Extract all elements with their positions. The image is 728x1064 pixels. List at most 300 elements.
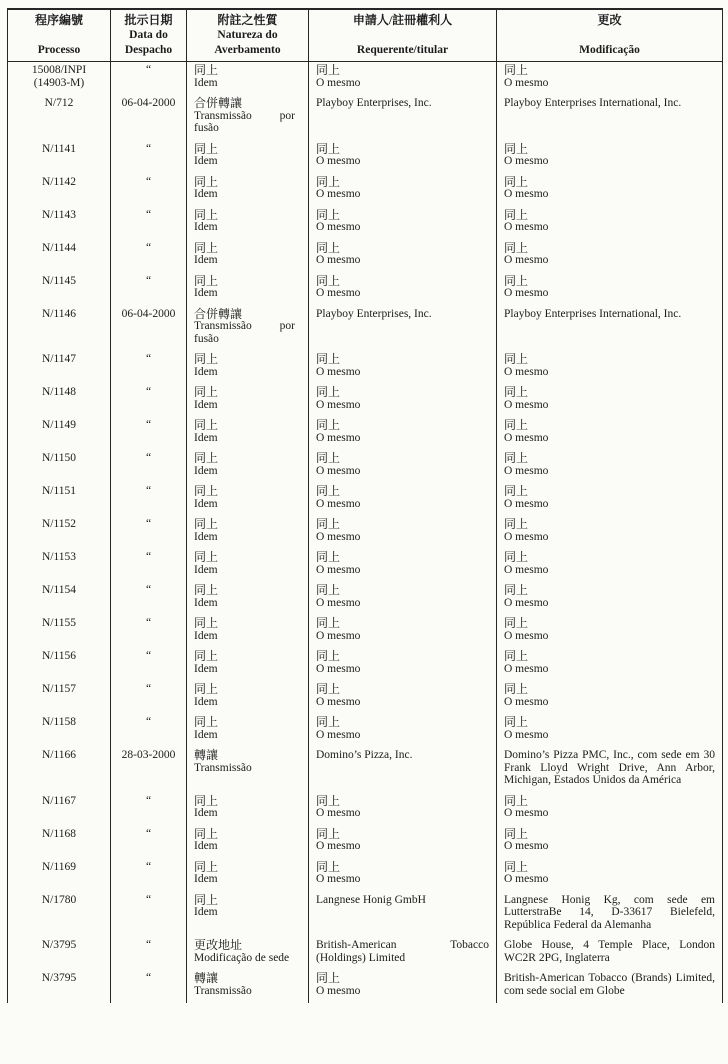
cell-requerente bbox=[309, 549, 497, 582]
cell-text: O mesmo bbox=[316, 873, 361, 885]
cell-text: “ bbox=[145, 794, 152, 807]
table-row bbox=[8, 714, 723, 747]
header-line: Requerente/titular bbox=[356, 44, 449, 56]
cell-text: 同上 bbox=[194, 174, 219, 189]
cell-text: O mesmo bbox=[504, 840, 549, 852]
cell-processo bbox=[8, 483, 111, 516]
cell-text: 同上 bbox=[316, 826, 341, 841]
cell-text: O mesmo bbox=[504, 530, 549, 543]
cell-despacho bbox=[111, 174, 187, 207]
cell-despacho bbox=[111, 549, 187, 582]
cell-text: N/1155 bbox=[41, 617, 77, 629]
cell-text: Idem bbox=[194, 155, 218, 167]
cell-text: 同上 bbox=[504, 352, 529, 366]
cell-processo bbox=[8, 826, 111, 859]
cell-modificacao bbox=[497, 516, 723, 549]
cell-modificacao bbox=[497, 240, 723, 273]
cell-requerente bbox=[309, 681, 497, 714]
header-line: 申請人/註冊權利人 bbox=[352, 13, 453, 27]
cell-text: O mesmo bbox=[504, 287, 549, 299]
cell-natureza bbox=[187, 207, 309, 240]
cell-text: “ bbox=[145, 241, 152, 254]
cell-natureza bbox=[187, 351, 309, 384]
cell-text: 06-04-2000 bbox=[121, 307, 176, 320]
cell-despacho bbox=[111, 384, 187, 417]
cell-text: 同上 bbox=[194, 550, 219, 564]
header-natureza bbox=[187, 9, 309, 62]
cell-natureza bbox=[187, 141, 309, 174]
cell-natureza bbox=[187, 648, 309, 681]
cell-text: O mesmo bbox=[316, 497, 361, 510]
cell-text: 同上 bbox=[316, 174, 341, 189]
cell-text: “ bbox=[145, 64, 152, 76]
cell-text: O mesmo bbox=[316, 596, 361, 609]
table-row bbox=[8, 970, 723, 1003]
cell-requerente bbox=[309, 793, 497, 826]
cell-text: Langnese Honig Kg, com sede em LutterstraBe 14, D-33617 Bielefeld, República Federal da Alemanha bbox=[504, 893, 715, 931]
cell-text: Idem bbox=[194, 431, 218, 444]
table-row bbox=[8, 273, 723, 306]
cell-text: 同上 bbox=[194, 715, 219, 729]
cell-modificacao bbox=[497, 384, 723, 417]
cell-text: O mesmo bbox=[504, 188, 549, 200]
cell-text: O mesmo bbox=[316, 431, 361, 444]
cell-text: 同上 bbox=[316, 793, 341, 808]
table-row bbox=[8, 384, 723, 417]
cell-requerente bbox=[309, 747, 497, 793]
cell-text: 同上 bbox=[316, 583, 341, 597]
header-line: Averbamento bbox=[214, 44, 281, 56]
cell-text: N/1151 bbox=[41, 485, 77, 497]
header-line: Processo bbox=[37, 44, 81, 56]
cell-text: Idem bbox=[194, 563, 218, 576]
table-row bbox=[8, 62, 723, 96]
cell-text: Transmissão bbox=[194, 984, 252, 997]
cell-text: N/1166 bbox=[41, 749, 77, 761]
cell-despacho bbox=[111, 95, 187, 141]
cell-modificacao bbox=[497, 174, 723, 207]
cell-text: “ bbox=[145, 584, 152, 596]
cell-text: 同上 bbox=[194, 141, 219, 156]
cell-text: N/1169 bbox=[41, 860, 77, 873]
cell-text: Transmissão bbox=[194, 761, 252, 774]
cell-text: 合併轉讓 bbox=[194, 306, 243, 321]
cell-text: Playboy Enterprises International, Inc. bbox=[504, 97, 682, 109]
cell-text: “ bbox=[145, 617, 152, 629]
table-row bbox=[8, 681, 723, 714]
cell-text: N/1141 bbox=[41, 142, 77, 155]
table-row bbox=[8, 351, 723, 384]
table-row bbox=[8, 582, 723, 615]
cell-text: 28-03-2000 bbox=[121, 749, 176, 761]
cell-requerente bbox=[309, 417, 497, 450]
cell-text: O mesmo bbox=[316, 155, 361, 167]
cell-modificacao bbox=[497, 747, 723, 793]
cell-text: O mesmo bbox=[316, 287, 361, 299]
cell-text: 同上 bbox=[316, 517, 341, 531]
cell-despacho bbox=[111, 62, 187, 96]
cell-natureza bbox=[187, 747, 309, 793]
cell-text: British-American Tobacco (Holdings) Limited bbox=[316, 939, 489, 964]
cell-text: Idem bbox=[194, 497, 218, 510]
cell-text: “ bbox=[145, 650, 152, 662]
cell-text: 同上 bbox=[194, 892, 219, 907]
cell-text: O mesmo bbox=[316, 984, 361, 997]
cell-text: O mesmo bbox=[504, 398, 549, 411]
cell-requerente bbox=[309, 351, 497, 384]
table-row bbox=[8, 549, 723, 582]
cell-text: Idem bbox=[194, 596, 218, 609]
cell-text: “ bbox=[145, 419, 152, 431]
cell-text: O mesmo bbox=[504, 596, 549, 609]
cell-despacho bbox=[111, 937, 187, 970]
cell-text: O mesmo bbox=[316, 398, 361, 411]
cell-processo bbox=[8, 450, 111, 483]
cell-text: 同上 bbox=[316, 273, 341, 288]
header-line: Modificação bbox=[579, 44, 640, 56]
cell-text: Idem bbox=[194, 695, 218, 708]
cell-text: 同上 bbox=[194, 583, 219, 597]
header-line: 附註之性質 bbox=[217, 13, 278, 27]
cell-text: “ bbox=[145, 716, 152, 728]
cell-text: O mesmo bbox=[504, 365, 549, 378]
cell-requerente bbox=[309, 207, 497, 240]
cell-text: N/1148 bbox=[41, 386, 77, 398]
cell-despacho bbox=[111, 747, 187, 793]
cell-text: Idem bbox=[194, 629, 218, 642]
cell-despacho bbox=[111, 615, 187, 648]
cell-text: 06-04-2000 bbox=[121, 97, 176, 109]
cell-modificacao bbox=[497, 826, 723, 859]
cell-processo bbox=[8, 417, 111, 450]
table-row bbox=[8, 615, 723, 648]
cell-text: N/712 bbox=[44, 97, 74, 109]
cell-text: 同上 bbox=[316, 240, 341, 255]
cell-processo bbox=[8, 793, 111, 826]
cell-text: O mesmo bbox=[504, 155, 549, 167]
cell-requerente bbox=[309, 516, 497, 549]
header-row bbox=[8, 9, 723, 62]
cell-text: 同上 bbox=[504, 715, 529, 729]
cell-text: 同上 bbox=[194, 682, 219, 696]
cell-text: O mesmo bbox=[504, 431, 549, 444]
cell-modificacao bbox=[497, 648, 723, 681]
cell-text: Playboy Enterprises, Inc. bbox=[316, 307, 432, 320]
cell-text: 同上 bbox=[194, 649, 219, 663]
cell-text: N/1143 bbox=[41, 208, 77, 221]
cell-text: “ bbox=[145, 142, 152, 155]
cell-text: 同上 bbox=[504, 451, 529, 465]
cell-text: 同上 bbox=[504, 418, 529, 432]
cell-text: “ bbox=[145, 208, 152, 221]
cell-text: 同上 bbox=[194, 240, 219, 255]
table-row bbox=[8, 937, 723, 970]
cell-text: 同上 bbox=[316, 859, 341, 874]
cell-text: 同上 bbox=[316, 451, 341, 465]
cell-requerente bbox=[309, 450, 497, 483]
cell-text: N/1147 bbox=[41, 353, 77, 365]
cell-modificacao bbox=[497, 681, 723, 714]
cell-text: 同上 bbox=[316, 715, 341, 729]
cell-text: “ bbox=[145, 518, 152, 530]
cell-natureza bbox=[187, 384, 309, 417]
table-row bbox=[8, 516, 723, 549]
cell-natureza bbox=[187, 582, 309, 615]
cell-text: O mesmo bbox=[504, 662, 549, 675]
cell-processo bbox=[8, 95, 111, 141]
cell-text: Globe House, 4 Temple Place, London WC2R 2PG, Inglaterra bbox=[504, 939, 715, 964]
cell-modificacao bbox=[497, 937, 723, 970]
registry-annotations-table bbox=[7, 8, 723, 1003]
cell-text: 同上 bbox=[194, 826, 219, 841]
cell-text: 同上 bbox=[504, 141, 529, 156]
cell-text: O mesmo bbox=[504, 695, 549, 708]
header-line: 批示日期 bbox=[124, 13, 173, 27]
cell-text: 同上 bbox=[194, 385, 219, 399]
cell-text: 同上 bbox=[316, 550, 341, 564]
cell-processo bbox=[8, 714, 111, 747]
cell-text: Modificação de sede bbox=[194, 951, 290, 964]
cell-natureza bbox=[187, 483, 309, 516]
cell-text: “ bbox=[145, 827, 152, 840]
cell-text: “ bbox=[145, 353, 152, 365]
cell-text: O mesmo bbox=[316, 530, 361, 543]
cell-requerente bbox=[309, 970, 497, 1003]
cell-modificacao bbox=[497, 892, 723, 938]
cell-requerente bbox=[309, 892, 497, 938]
cell-modificacao bbox=[497, 306, 723, 352]
cell-text: Idem bbox=[194, 398, 218, 411]
cell-text: 同上 bbox=[316, 141, 341, 156]
cell-text: 合併轉讓 bbox=[194, 96, 243, 110]
table-row bbox=[8, 648, 723, 681]
cell-modificacao bbox=[497, 273, 723, 306]
cell-text: Idem bbox=[194, 728, 218, 741]
cell-modificacao bbox=[497, 417, 723, 450]
cell-text: O mesmo bbox=[316, 464, 361, 477]
cell-text: O mesmo bbox=[316, 188, 361, 200]
cell-despacho bbox=[111, 681, 187, 714]
cell-processo bbox=[8, 174, 111, 207]
cell-text: 同上 bbox=[194, 859, 219, 874]
cell-text: “ bbox=[145, 452, 152, 464]
cell-text: O mesmo bbox=[504, 497, 549, 510]
cell-text: Playboy Enterprises International, Inc. bbox=[504, 307, 682, 320]
cell-text: 同上 bbox=[316, 207, 341, 222]
cell-text: 同上 bbox=[316, 649, 341, 663]
cell-despacho bbox=[111, 970, 187, 1003]
cell-processo bbox=[8, 240, 111, 273]
cell-processo bbox=[8, 937, 111, 970]
cell-text: Transmissão por fusão bbox=[194, 109, 295, 134]
cell-natureza bbox=[187, 62, 309, 96]
cell-natureza bbox=[187, 549, 309, 582]
table-header bbox=[8, 9, 723, 62]
header-line bbox=[312, 28, 493, 43]
cell-text: “ bbox=[145, 386, 152, 398]
cell-text: Idem bbox=[194, 221, 218, 233]
cell-text: N/1168 bbox=[41, 827, 77, 840]
cell-modificacao bbox=[497, 207, 723, 240]
cell-text: 同上 bbox=[316, 616, 341, 630]
cell-text: O mesmo bbox=[504, 464, 549, 477]
cell-text: N/3795 bbox=[41, 939, 77, 951]
cell-processo bbox=[8, 615, 111, 648]
cell-text: 同上 bbox=[504, 484, 529, 498]
cell-requerente bbox=[309, 240, 497, 273]
cell-despacho bbox=[111, 648, 187, 681]
cell-natureza bbox=[187, 306, 309, 352]
cell-text: Playboy Enterprises, Inc. bbox=[316, 97, 432, 109]
cell-text: O mesmo bbox=[504, 563, 549, 576]
cell-despacho bbox=[111, 483, 187, 516]
cell-text: 同上 bbox=[504, 240, 529, 255]
cell-text: 同上 bbox=[504, 583, 529, 597]
cell-processo bbox=[8, 681, 111, 714]
cell-natureza bbox=[187, 970, 309, 1003]
cell-text: “ bbox=[145, 683, 152, 695]
cell-text: “ bbox=[145, 274, 152, 287]
cell-requerente bbox=[309, 826, 497, 859]
cell-processo bbox=[8, 141, 111, 174]
table-body bbox=[8, 62, 723, 1004]
cell-text: O mesmo bbox=[316, 254, 361, 266]
cell-processo bbox=[8, 384, 111, 417]
cell-modificacao bbox=[497, 62, 723, 96]
cell-requerente bbox=[309, 859, 497, 892]
cell-text: “ bbox=[145, 175, 152, 188]
cell-despacho bbox=[111, 240, 187, 273]
cell-text: 同上 bbox=[194, 418, 219, 432]
cell-requerente bbox=[309, 483, 497, 516]
cell-requerente bbox=[309, 648, 497, 681]
cell-text: N/1158 bbox=[41, 716, 77, 728]
cell-despacho bbox=[111, 582, 187, 615]
cell-despacho bbox=[111, 417, 187, 450]
cell-text: N/1156 bbox=[41, 650, 77, 662]
cell-natureza bbox=[187, 450, 309, 483]
cell-natureza bbox=[187, 273, 309, 306]
header-despacho bbox=[111, 9, 187, 62]
cell-text: “ bbox=[145, 860, 152, 873]
cell-text: Transmissão por fusão bbox=[194, 320, 295, 345]
cell-text: 同上 bbox=[504, 649, 529, 663]
cell-text: O mesmo bbox=[316, 221, 361, 233]
cell-text: O mesmo bbox=[316, 807, 361, 819]
cell-requerente bbox=[309, 95, 497, 141]
cell-text: O mesmo bbox=[316, 840, 361, 852]
cell-text: Idem bbox=[194, 906, 218, 918]
cell-modificacao bbox=[497, 450, 723, 483]
cell-text: 同上 bbox=[194, 484, 219, 498]
cell-text: 同上 bbox=[504, 682, 529, 696]
cell-natureza bbox=[187, 714, 309, 747]
cell-text: 轉讓 bbox=[194, 748, 219, 762]
cell-text: Langnese Honig GmbH bbox=[316, 893, 426, 906]
table-row bbox=[8, 95, 723, 141]
cell-text: 轉讓 bbox=[194, 971, 219, 985]
cell-despacho bbox=[111, 450, 187, 483]
cell-text: 同上 bbox=[504, 63, 529, 77]
header-line bbox=[500, 28, 719, 43]
cell-text: Idem bbox=[194, 76, 218, 89]
cell-text: Domino’s Pizza PMC, Inc., com sede em 30 Frank Lloyd Wright Drive, Ann Arbor, Michigan, Estados Unidos da América bbox=[504, 749, 715, 786]
cell-requerente bbox=[309, 306, 497, 352]
cell-text: 更改地址 bbox=[194, 938, 243, 952]
cell-text: 同上 bbox=[316, 352, 341, 366]
cell-text: O mesmo bbox=[316, 662, 361, 675]
table-row bbox=[8, 141, 723, 174]
header-line: 程序編號 bbox=[34, 13, 83, 27]
header-line bbox=[11, 28, 107, 43]
cell-despacho bbox=[111, 859, 187, 892]
cell-text: N/1150 bbox=[41, 452, 77, 464]
cell-text: 同上 bbox=[504, 517, 529, 531]
cell-text: Idem bbox=[194, 188, 218, 200]
cell-text: N/1780 bbox=[41, 893, 77, 906]
cell-natureza bbox=[187, 516, 309, 549]
cell-text: N/1154 bbox=[41, 584, 77, 596]
cell-text: O mesmo bbox=[316, 563, 361, 576]
header-line: Data do bbox=[129, 29, 168, 41]
cell-text: 同上 bbox=[316, 418, 341, 432]
cell-text: “ bbox=[145, 893, 152, 906]
cell-modificacao bbox=[497, 714, 723, 747]
cell-modificacao bbox=[497, 141, 723, 174]
cell-requerente bbox=[309, 62, 497, 96]
cell-text: 同上 bbox=[194, 616, 219, 630]
cell-text: 同上 bbox=[316, 385, 341, 399]
cell-natureza bbox=[187, 937, 309, 970]
cell-text: N/1157 bbox=[41, 683, 77, 695]
table-row bbox=[8, 747, 723, 793]
table-row bbox=[8, 207, 723, 240]
cell-text: O mesmo bbox=[504, 221, 549, 233]
cell-text: Idem bbox=[194, 254, 218, 266]
cell-text: N/1167 bbox=[41, 794, 77, 807]
cell-text: 同上 bbox=[504, 793, 529, 808]
cell-despacho bbox=[111, 516, 187, 549]
cell-text: 同上 bbox=[194, 517, 219, 531]
cell-text: N/1152 bbox=[41, 518, 77, 530]
cell-text: O mesmo bbox=[316, 728, 361, 741]
cell-text: N/1146 bbox=[41, 307, 77, 320]
cell-text: 同上 bbox=[316, 63, 341, 77]
cell-modificacao bbox=[497, 859, 723, 892]
cell-text: O mesmo bbox=[316, 76, 361, 89]
cell-text: 同上 bbox=[504, 174, 529, 189]
cell-natureza bbox=[187, 681, 309, 714]
cell-text: 同上 bbox=[316, 484, 341, 498]
cell-requerente bbox=[309, 273, 497, 306]
cell-processo bbox=[8, 351, 111, 384]
cell-text: (14903-M) bbox=[33, 76, 85, 89]
cell-text: 15008/INPI bbox=[31, 64, 87, 76]
cell-modificacao bbox=[497, 351, 723, 384]
cell-text: 同上 bbox=[194, 451, 219, 465]
cell-despacho bbox=[111, 892, 187, 938]
cell-text: 同上 bbox=[316, 682, 341, 696]
cell-despacho bbox=[111, 826, 187, 859]
cell-text: 同上 bbox=[504, 207, 529, 222]
cell-processo bbox=[8, 207, 111, 240]
cell-text: Domino’s Pizza, Inc. bbox=[316, 749, 413, 761]
cell-despacho bbox=[111, 273, 187, 306]
header-line: 更改 bbox=[597, 13, 622, 27]
header-line: Natureza do bbox=[217, 29, 278, 41]
cell-text: 同上 bbox=[504, 616, 529, 630]
cell-despacho bbox=[111, 141, 187, 174]
